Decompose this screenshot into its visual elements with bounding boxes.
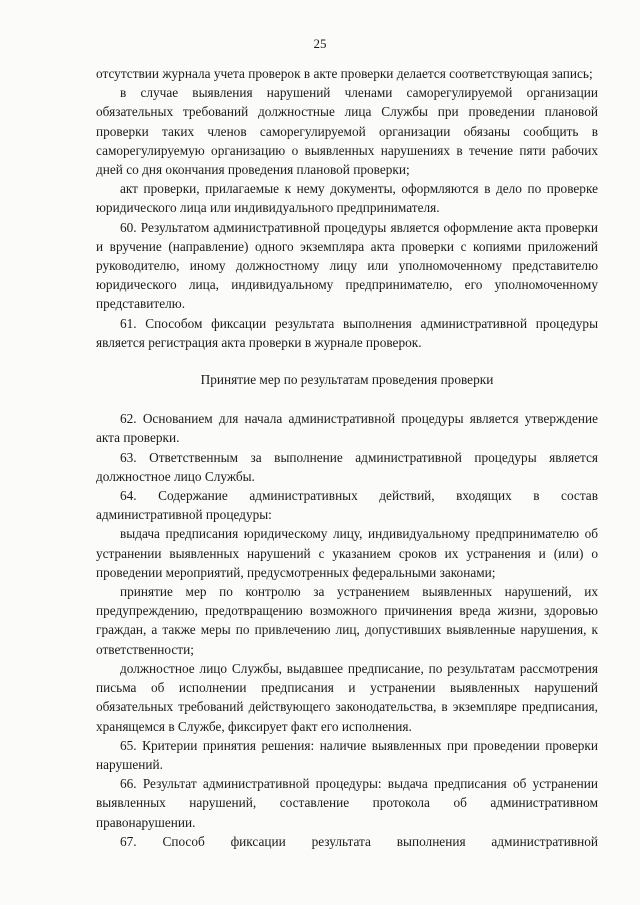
paragraph: 64. Содержание административных действий, входящих в состав административной процедуры: [96,488,598,523]
document-body [96,64,598,851]
paragraph: в случае выявления нарушений членами саморегулируемой организации обязательных требований должностные лица Службы при проведении плановой проверки таких членов саморегулируемой организации обязаны сообщить в саморегулируемую организацию о выявленных нарушениях в течение пяти рабочих дней со дня окончания проведения плановой проверки; [96,85,598,178]
paragraph: 60. Результатом административной процедуры является оформление акта проверки и вручение (направление) одного экземпляра акта проверки с копиями приложений руководителю, иному должностному лицу или уполномоченному представителю юридического лица, индивидуальному предпринимателю, его уполномоченному представителю. [96,219,598,312]
paragraph: 61. Способом фиксации результата выполнения административной процедуры является регистрация акта проверки в журнале проверок. [96,315,598,350]
paragraph: отсутствии журнала учета проверок в акте проверки делается соответствующая запись; [96,66,593,81]
paragraph: принятие мер по контролю за устранением выявленных нарушений, их предупреждению, предотвращению возможного причинения вреда жизни, здоровью граждан, а также меры по привлечению лиц, допустивших выявленные нарушения, к ответственности; [96,584,598,657]
paragraph: 65. Критерии принятия решения: наличие выявленных при проведении проверки нарушений. [96,737,598,772]
paragraph: 62. Основанием для начала административной процедуры является утверждение акта проверки. [96,411,598,446]
paragraph: 66. Результат административной процедуры: выдача предписания об устранении выявленных нарушений, составление протокола об административном правонарушении. [96,776,598,830]
section-heading: Принятие мер по результатам проведения проверки [200,372,494,388]
paragraph: 63. Ответственным за выполнение административной процедуры является должностное лицо Службы. [96,449,598,484]
paragraph: акт проверки, прилагаемые к нему документы, оформляются в дело по проверке юридического лица или индивидуального предпринимателя. [96,181,598,216]
paragraph: выдача предписания юридическому лицу, индивидуальному предпринимателю об устранении выявленных нарушений с указанием сроков их устранения и (или) о проведении мероприятий, предусмотренных федеральными законами; [96,526,598,580]
paragraph: 67. Способ фиксации результата выполнения административной [120,833,598,849]
paragraph: должностное лицо Службы, выдавшее предписание, по результатам рассмотрения письма об исполнении предписания и устранении выявленных нарушений обязательных требований действующего законодательства, в экземпляре предписания, хранящемся в Службе, фиксирует факт его исполнения. [96,660,598,734]
page-number: 25 [313,36,327,51]
